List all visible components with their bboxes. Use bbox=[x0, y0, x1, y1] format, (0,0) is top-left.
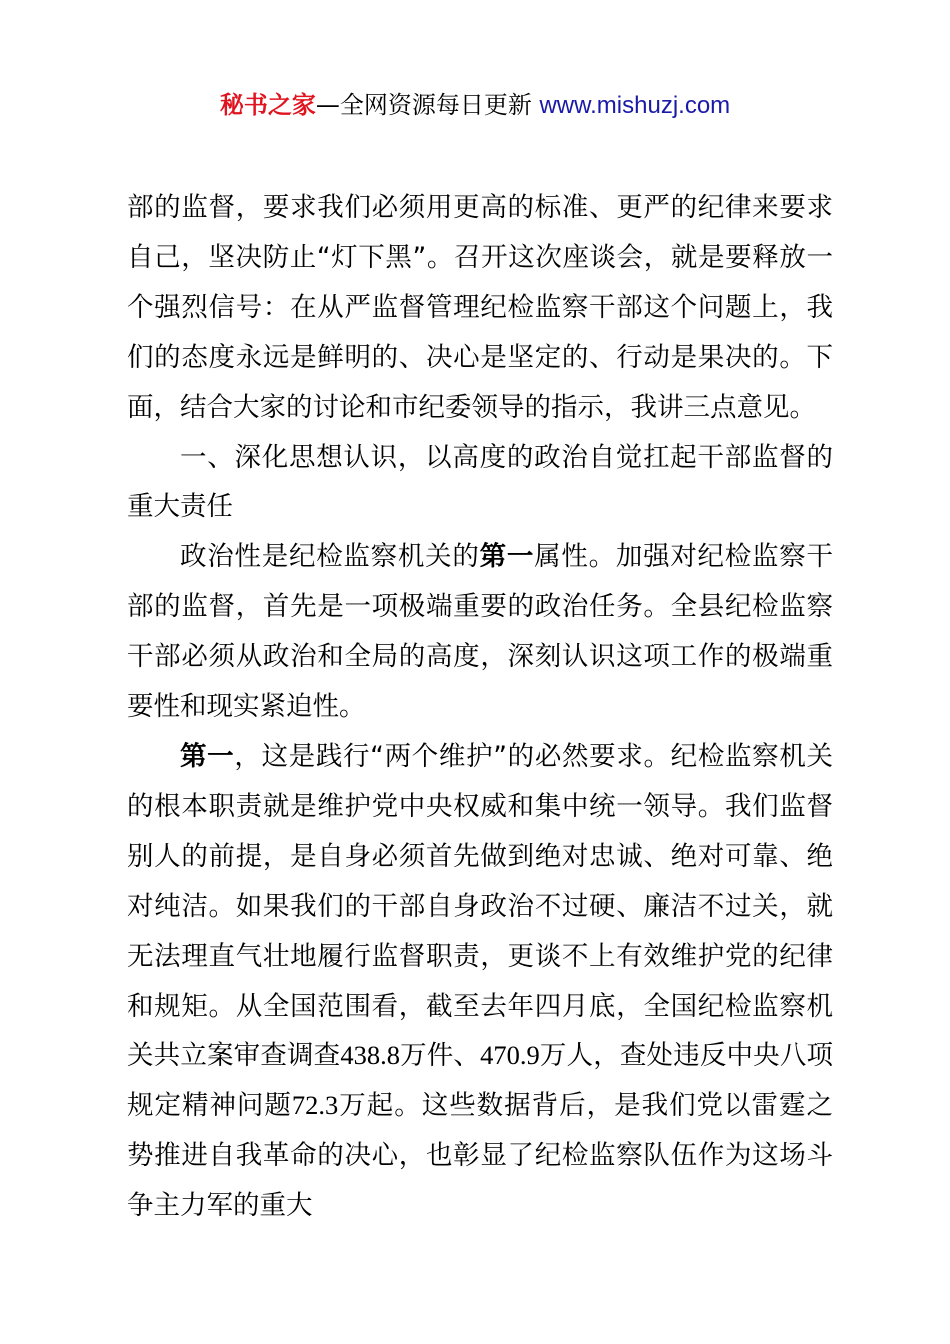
section-heading: 一、深化思想认识，以高度的政治自觉扛起干部监督的重大责任 bbox=[127, 441, 833, 523]
paragraph-text: 万起。这些数据背后，是我们党以雷霆之势推进自我革命的决心，也彰显了纪检监察队伍作为这场斗争主力军的重大 bbox=[127, 1090, 833, 1222]
statistic-number: 72.3 bbox=[291, 1090, 339, 1121]
website-link[interactable]: www.mishuzj.com bbox=[539, 92, 731, 119]
paragraph-text: 万件、 bbox=[399, 1040, 481, 1072]
paragraph-text: ，这是践行“两个维护”的必然要求。纪检监察机关的根本职责就是维护党中央权威和集中统一领导。我们监督别人的前提，是自身必须首先做到绝对忠诚、绝对可靠、绝对纯洁。如果我们的干部自身政治不过硬、廉洁不过关，就无法理直气壮地履行监督职责，更谈不上有效维护党的纪律和规矩。从全国范围看，截至去年四月底，全国纪检监察机关共立案审查调查 bbox=[127, 740, 833, 1072]
paragraph-political-nature bbox=[127, 532, 833, 732]
paragraph-text: 属性。加强对纪检监察干部的监督，首先是一项极端重要的政治任务。全县纪检监察干部必须从政治和全局的高度，深刻认识这项工作的极端重要性和现实紧迫性。 bbox=[127, 541, 834, 723]
header-tagline: —全网资源每日更新 bbox=[315, 91, 540, 119]
page-header bbox=[0, 88, 950, 123]
statistic-number: 470.9 bbox=[480, 1040, 540, 1071]
paragraph-first-point bbox=[127, 732, 833, 1231]
paragraph-intro: 部的监督，要求我们必须用更高的标准、更严的纪律来要求自己，坚决防止“灯下黑”。召开这次座谈会，就是要释放一个强烈信号：在从严监督管理纪检监察干部这个问题上，我们的态度永远是鲜明的、决心是坚定的、行动是果决的。下面，结合大家的讨论和市纪委领导的指示，我讲三点意见。 bbox=[127, 192, 833, 423]
bold-emphasis: 第一 bbox=[180, 740, 235, 772]
document-body bbox=[127, 183, 833, 1231]
brand-name: 秘书之家 bbox=[219, 91, 316, 119]
statistic-number: 438.8 bbox=[340, 1040, 400, 1071]
paragraph-text: 万人，查处违反中央八项规定精神问题 bbox=[127, 1040, 834, 1122]
bold-emphasis: 第一 bbox=[479, 541, 535, 573]
paragraph-text: 政治性是纪检监察机关的 bbox=[180, 541, 480, 573]
